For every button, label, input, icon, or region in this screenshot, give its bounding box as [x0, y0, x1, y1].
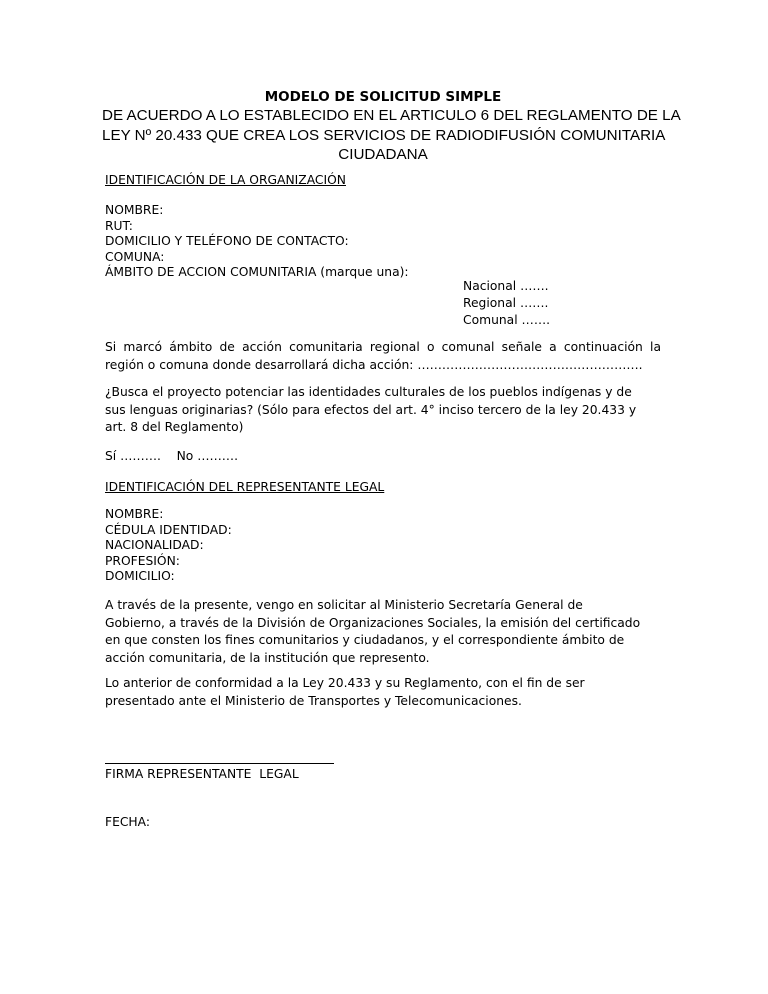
regional-note: [105, 339, 661, 374]
ambito-option-nacional: Nacional …….: [463, 279, 549, 293]
indigenous-question-line: ¿Busca el proyecto potenciar las identidades culturales de los pueblos indígenas y de: [105, 385, 632, 399]
subtitle-line: DE ACUERDO A LO ESTABLECIDO EN EL ARTICULO 6 DEL REGLAMENTO DE LA: [102, 107, 681, 124]
org-fields: [105, 203, 409, 281]
regional-note-line: Si marcó ámbito de acción comunitaria regional o comunal señale a continuación la: [105, 340, 661, 354]
ambito-option-comunal: Comunal …….: [463, 313, 551, 327]
request-line: acción comunitaria, de la institución que represento.: [105, 650, 430, 665]
subtitle-line: CIUDADANA: [338, 146, 428, 163]
conformity-paragraph: [105, 675, 661, 710]
rep-fields: [105, 507, 232, 585]
request-line: en que consten los fines comunitarios y ciudadanos, y el correspondiente ámbito de: [105, 633, 625, 647]
rep-section-heading: IDENTIFICACIÓN DEL REPRESENTANTE LEGAL: [105, 480, 385, 494]
org-field-nombre: NOMBRE:: [105, 203, 164, 217]
signature-label: FIRMA REPRESENTANTE LEGAL: [105, 767, 299, 781]
org-field-rut: RUT:: [105, 218, 133, 233]
rep-field-domicilio: DOMICILIO:: [105, 569, 175, 583]
document-title: MODELO DE SOLICITUD SIMPLE: [264, 89, 502, 105]
request-line: A través de la presente, vengo en solicitar al Ministerio Secretaría General de: [105, 598, 583, 612]
signature-line: [105, 763, 334, 764]
regional-note-line: región o comuna donde desarrollará dicha acción: ……………………………………………….: [105, 357, 643, 372]
document-subtitle: [102, 106, 681, 165]
indigenous-question: [105, 384, 661, 437]
rep-field-profesion: PROFESIÓN:: [105, 553, 180, 568]
ambito-options: [463, 278, 550, 329]
rep-field-nombre: NOMBRE:: [105, 507, 164, 521]
indigenous-question-line: sus lenguas originarias? (Sólo para efectos del art. 4° inciso tercero de la ley 20.433 y: [105, 402, 637, 417]
request-line: Gobierno, a través de la División de Organizaciones Sociales, la emisión del certificado: [105, 615, 641, 630]
org-field-domicilio: DOMICILIO Y TELÉFONO DE CONTACTO:: [105, 234, 349, 248]
indigenous-question-line: art. 8 del Reglamento): [105, 420, 244, 434]
rep-field-nacionalidad: NACIONALIDAD:: [105, 538, 204, 552]
conformity-line: Lo anterior de conformidad a la Ley 20.433 y su Reglamento, con el fin de ser: [105, 676, 585, 690]
request-paragraph: [105, 597, 661, 667]
yes-no-choice: Sí ………. No ……….: [105, 449, 238, 463]
conformity-line: presentado ante el Ministerio de Transportes y Telecomunicaciones.: [105, 693, 522, 708]
org-field-comuna: COMUNA:: [105, 249, 165, 264]
subtitle-line: LEY Nº 20.433 QUE CREA LOS SERVICIOS DE RADIODIFUSIÓN COMUNITARIA: [102, 126, 666, 144]
org-section-heading: IDENTIFICACIÓN DE LA ORGANIZACIÓN: [105, 173, 346, 187]
ambito-option-regional: Regional …….: [463, 296, 549, 310]
rep-field-cedula: CÉDULA IDENTIDAD:: [105, 522, 232, 537]
date-label: FECHA:: [105, 815, 151, 829]
org-field-ambito: ÁMBITO DE ACCION COMUNITARIA (marque una):: [105, 265, 409, 279]
